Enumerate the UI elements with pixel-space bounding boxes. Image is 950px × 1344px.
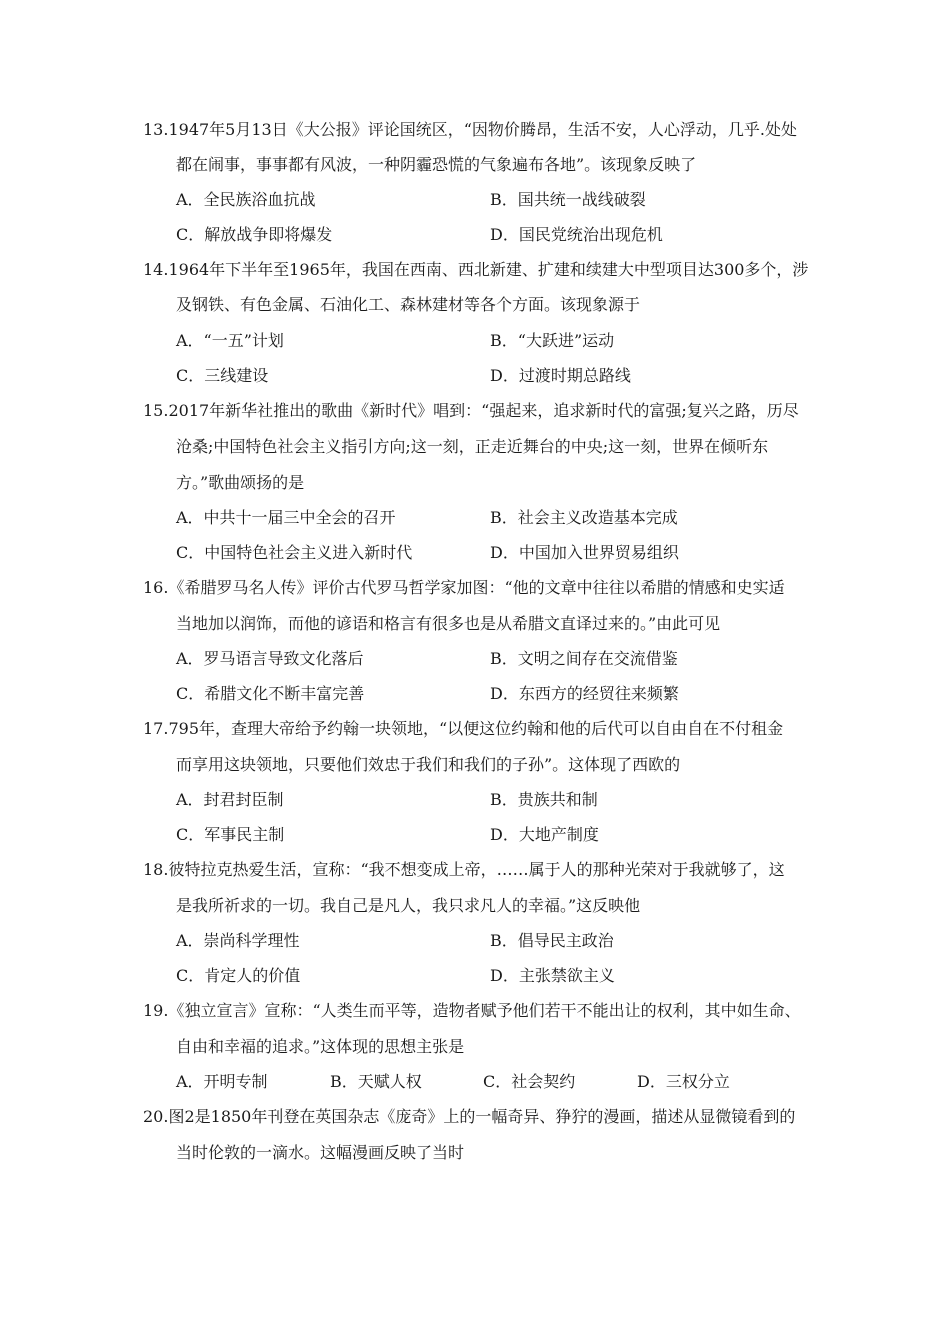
question-16-line-2: 当地加以润饰，而他的谚语和格言有很多也是从希腊文直译过来的。”由此可见 bbox=[176, 614, 721, 633]
question-15-line-2: 沧桑;中国特色社会主义指引方向;这一刻，正走近舞台的中央;这一刻，世界在倾听东 bbox=[176, 437, 769, 456]
question-19-line-2: 自由和幸福的追求。”这体现的思想主张是 bbox=[176, 1037, 465, 1056]
question-17-line-1: 17.795年，查理大帝给予约翰一块领地，“以便这位约翰和他的后代可以自由自在不付租金 bbox=[143, 719, 784, 738]
question-17-option-d: D．大地产制度 bbox=[490, 825, 599, 844]
question-19-option-d: D．三权分立 bbox=[637, 1072, 730, 1091]
question-18-option-c: C．肯定人的价值 bbox=[176, 966, 301, 985]
question-18-option-d: D．主张禁欲主义 bbox=[490, 966, 615, 985]
question-14-option-d: D．过渡时期总路线 bbox=[490, 366, 631, 385]
question-16-option-d: D．东西方的经贸往来频繁 bbox=[490, 684, 679, 703]
question-15-line-3: 方。”歌曲颂扬的是 bbox=[176, 473, 305, 492]
question-16-line-1: 16.《希腊罗马名人传》评价古代罗马哲学家加图：“他的文章中往往以希腊的情感和史实适 bbox=[143, 578, 785, 597]
question-19-option-b: B．天赋人权 bbox=[330, 1072, 422, 1091]
question-13-option-c: C．解放战争即将爆发 bbox=[176, 225, 333, 244]
question-17-option-b: B．贵族共和制 bbox=[490, 790, 598, 809]
question-19-option-a: A．开明专制 bbox=[176, 1072, 268, 1091]
question-17-option-c: C．军事民主制 bbox=[176, 825, 285, 844]
question-18-line-1: 18.彼特拉克热爱生活，宣称：“我不想变成上帝，……属于人的那种光荣对于我就够了，这 bbox=[143, 860, 785, 879]
question-13-option-a: A．全民族浴血抗战 bbox=[176, 190, 316, 209]
question-18-option-b: B．倡导民主政治 bbox=[490, 931, 614, 950]
question-13-line-2: 都在闹事，事事都有风波，一种阴霾恐慌的气象遍布各地”。该现象反映了 bbox=[176, 155, 697, 174]
question-15-option-b: B．社会主义改造基本完成 bbox=[490, 508, 678, 527]
question-15-option-d: D．中国加入世界贸易组织 bbox=[490, 543, 679, 562]
question-14-line-2: 及钢铁、有色金属、石油化工、森林建材等各个方面。该现象源于 bbox=[176, 295, 641, 314]
question-17-option-a: A．封君封臣制 bbox=[176, 790, 284, 809]
question-19-line-1: 19.《独立宣言》宣称：“人类生而平等，造物者赋予他们若干不能出让的权利，其中如生命、 bbox=[143, 1001, 801, 1020]
question-15-option-c: C．中国特色社会主义进入新时代 bbox=[176, 543, 413, 562]
question-13-line-1: 13.1947年5月13日《大公报》评论国统区，“因物价腾昂，生活不安，人心浮动，几乎.处处 bbox=[143, 120, 797, 139]
question-14-option-a: A．“一五”计划 bbox=[176, 331, 284, 350]
question-13-option-b: B．国共统一战线破裂 bbox=[490, 190, 646, 209]
question-15-line-1: 15.2017年新华社推出的歌曲《新时代》唱到：“强起来，追求新时代的富强;复兴之路，历尽 bbox=[143, 401, 799, 420]
question-17-line-2: 而享用这块领地，只要他们效忠于我们和我们的子孙”。这体现了西欧的 bbox=[176, 755, 681, 774]
question-16-option-b: B．文明之间存在交流借鉴 bbox=[490, 649, 678, 668]
question-14-line-1: 14.1964年下半年至1965年，我国在西南、西北新建、扩建和续建大中型项目达300多个，涉 bbox=[143, 260, 809, 279]
question-18-line-2: 是我所祈求的一切。我自己是凡人，我只求凡人的幸福。”这反映他 bbox=[176, 896, 641, 915]
question-15-option-a: A．中共十一届三中全会的召开 bbox=[176, 508, 396, 527]
question-14-option-b: B．“大跃进”运动 bbox=[490, 331, 615, 350]
question-20-line-2: 当时伦敦的一滴水。这幅漫画反映了当时 bbox=[176, 1143, 465, 1162]
question-16-option-c: C．希腊文化不断丰富完善 bbox=[176, 684, 365, 703]
question-20-line-1: 20.图2是1850年刊登在英国杂志《庞奇》上的一幅奇异、狰狞的漫画，描述从显微镜看到的 bbox=[143, 1107, 796, 1126]
question-16-option-a: A．罗马语言导致文化落后 bbox=[176, 649, 364, 668]
question-18-option-a: A．崇尚科学理性 bbox=[176, 931, 300, 950]
question-13-option-d: D．国民党统治出现危机 bbox=[490, 225, 663, 244]
question-14-option-c: C．三线建设 bbox=[176, 366, 269, 385]
question-19-option-c: C．社会契约 bbox=[483, 1072, 576, 1091]
